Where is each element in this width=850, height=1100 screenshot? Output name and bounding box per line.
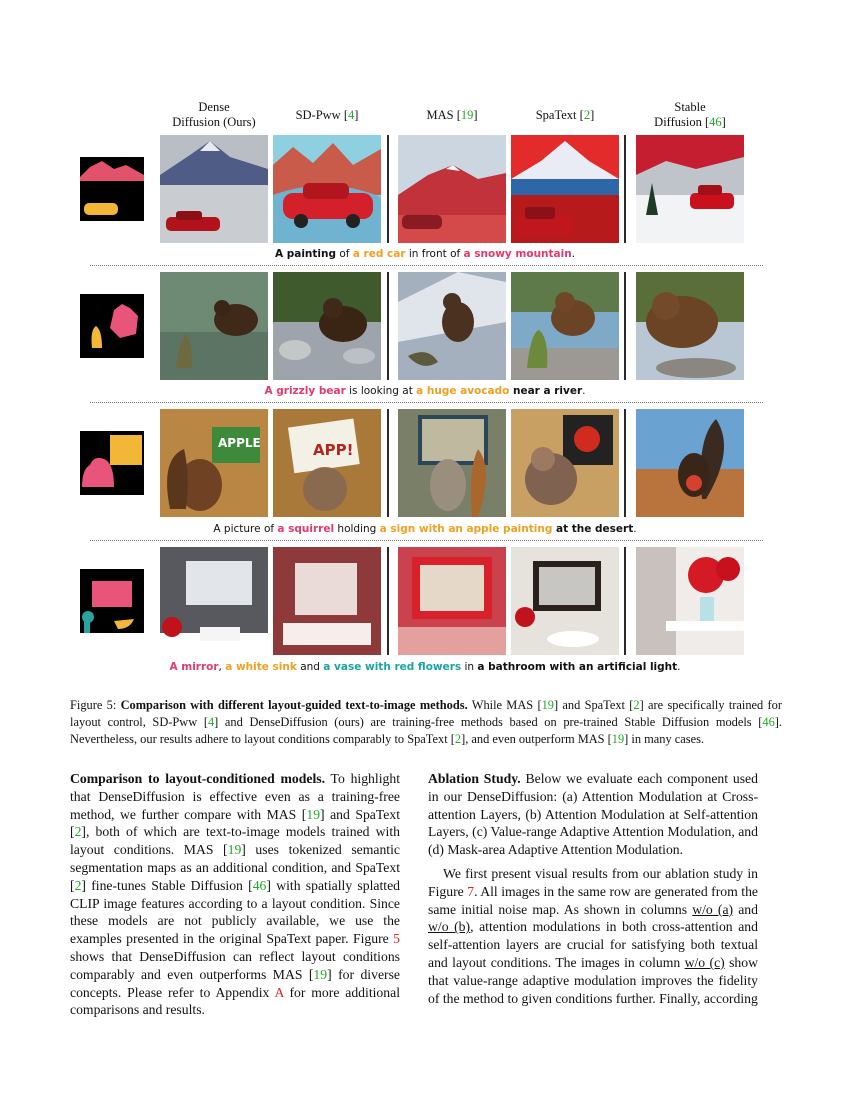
header-stable-diffusion: Stable Diffusion [46] xyxy=(654,100,726,129)
separator-left xyxy=(387,272,389,380)
paragraph-visual-results: We first present visual results from our ablation study in Figure 7. All images in the same row are generated from the same initial noise map. As shown in columns w/o (a) and w/o (b), attention modulations in both cross-attention and self-attention layers are crucial for satisfying both textual and layout conditions. The images in column w/o (c) show that value-range adaptive modulation improves the fidelity of the method to given conditions further. Finally, according xyxy=(428,865,758,1006)
image-dense-bear xyxy=(160,272,268,380)
image-sdpww-squirrel xyxy=(273,409,381,517)
image-sdpww-bathroom xyxy=(273,547,381,655)
separator-left xyxy=(387,409,389,517)
divider-2 xyxy=(90,402,763,403)
divider-1 xyxy=(90,265,763,266)
image-dense-squirrel xyxy=(160,409,268,517)
header-mas: MAS [19] xyxy=(426,108,478,122)
separator-right xyxy=(624,409,626,517)
right-column xyxy=(428,770,758,1007)
image-dense-bathroom xyxy=(160,547,268,655)
header-densediffusion: Dense Diffusion (Ours) xyxy=(172,100,256,129)
separator-left xyxy=(387,135,389,243)
image-sd-bathroom xyxy=(636,547,744,655)
image-sdpww-car xyxy=(273,135,381,243)
image-mas-squirrel xyxy=(398,409,506,517)
header-spatext: SpaText [2] xyxy=(535,108,595,122)
separator-left xyxy=(387,547,389,655)
image-sd-bear xyxy=(636,272,744,380)
image-mas-car xyxy=(398,135,506,243)
paragraph-comparison: Comparison to layout-conditioned models. To highlight that DenseDiffusion is effective even as a training-free method, we further compare with MAS [19] and SpaText [2], both of which are text-to-image models trained with layout conditions. MAS [19] uses tokenized semantic segmentation maps as an additional condition, and SpaText [2] fine-tunes Stable Diffusion [46] with spatially splatted CLIP image features according to a layout condition. Since these models are not publicly available, we use the examples presented in the original SpaText paper. Figure 5 shows that DenseDiffusion can reflect layout conditions comparably and even outperforms MAS [19] for diverse concepts. Please refer to Appendix A for more additional comparisons and results. xyxy=(70,771,401,1018)
svg-text:APPLE: APPLE xyxy=(218,436,261,450)
layout-mask-bear-avocado xyxy=(80,294,144,358)
figure-caption: Figure 5: Comparison with different layout-guided text-to-image methods. While MAS [19] and SpaText [2] are specifically trained for layout control, SD-Pww [4] and DenseDiffusion (ours) are training-free methods based on pre-trained Stable Diffusion models [46]. Nevertheless, our results adhere to layout conditions comparably to SpaText [2], and even outperform MAS [19] in many cases. xyxy=(70,698,783,746)
image-spatext-bathroom xyxy=(511,547,619,655)
image-sd-car xyxy=(636,135,744,243)
caption-row2: A grizzly bear is looking at a huge avocado near a river. xyxy=(264,385,586,397)
header-sd-pww: SD-Pww [4] xyxy=(295,108,359,122)
layout-mask-car-mountain xyxy=(80,157,144,221)
caption-row1: A painting of a red car in front of a snowy mountain. xyxy=(274,248,576,260)
image-mas-bathroom xyxy=(398,547,506,655)
caption-row3: A picture of a squirrel holding a sign with an apple painting at the desert. xyxy=(213,523,637,535)
separator-right xyxy=(624,272,626,380)
image-sd-squirrel xyxy=(636,409,744,517)
image-spatext-car xyxy=(511,135,619,243)
image-spatext-bear xyxy=(511,272,619,380)
separator-right xyxy=(624,135,626,243)
layout-mask-squirrel-sign xyxy=(80,431,144,495)
separator-right xyxy=(624,547,626,655)
image-spatext-squirrel xyxy=(511,409,619,517)
image-mas-bear xyxy=(398,272,506,380)
image-sdpww-bear xyxy=(273,272,381,380)
caption-row4: A mirror, a white sink and a vase with red flowers in a bathroom with an artificial light. xyxy=(169,661,681,673)
layout-mask-bathroom xyxy=(80,569,144,633)
image-dense-car xyxy=(160,135,268,243)
divider-3 xyxy=(90,540,763,541)
svg-text:APP!: APP! xyxy=(313,441,354,459)
left-column xyxy=(70,770,400,1019)
paragraph-ablation: Ablation Study. Below we evaluate each component used in our DenseDiffusion: (a) Attention Modulation at Cross-attention Layers, (b) Attention Modulation at Self-attention Layers, (c) Value-range Adaptive Attention Modulation, and (d) Mask-area Adaptive Attention Modulation. xyxy=(428,771,758,858)
